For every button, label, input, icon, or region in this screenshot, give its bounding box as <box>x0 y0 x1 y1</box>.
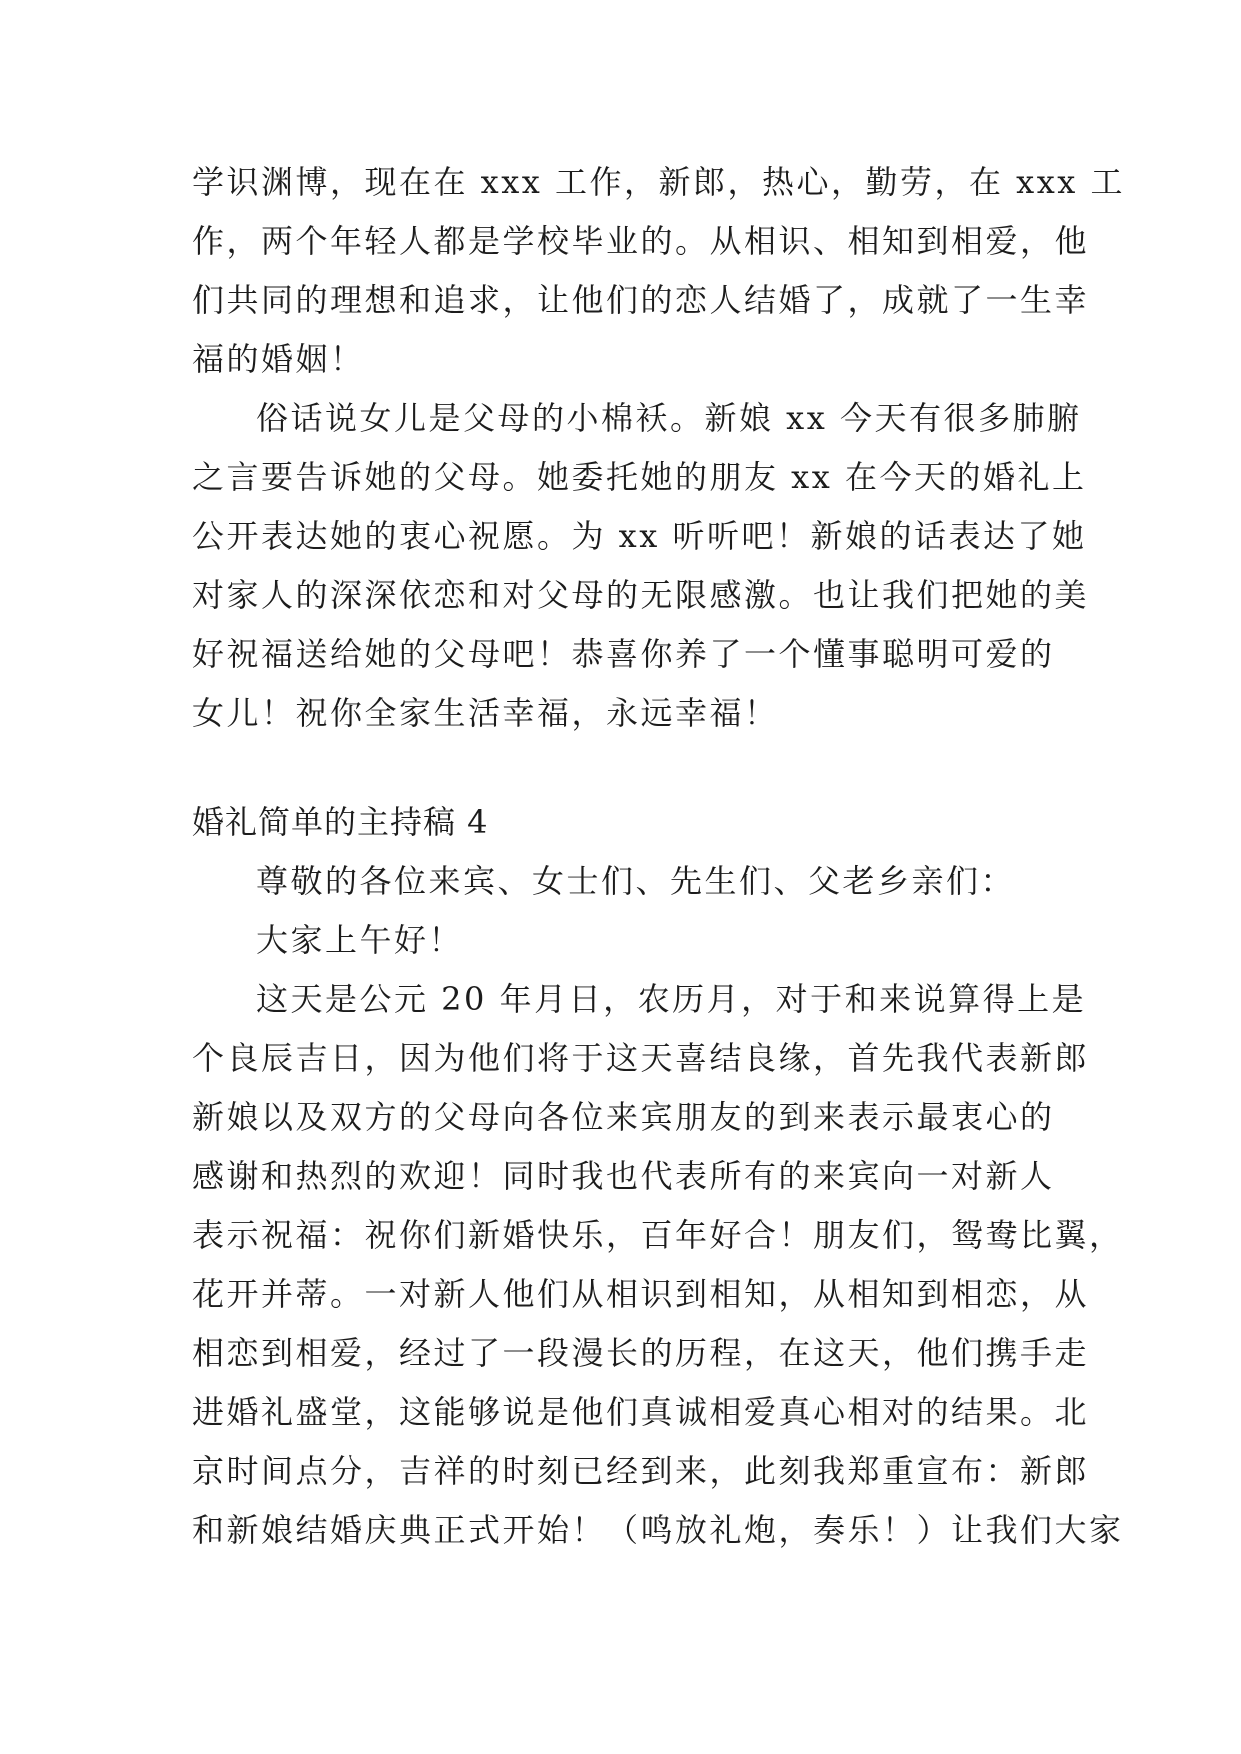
paragraph-3-line-4: 感谢和热烈的欢迎！同时我也代表所有的来宾向一对新人 <box>192 1157 1055 1195</box>
salutation: 尊敬的各位来宾、女士们、先生们、父老乡亲们： <box>256 862 1016 900</box>
paragraph-1-line-2: 作，两个年轻人都是学校毕业的。从相识、相知到相爱，他 <box>192 222 1090 260</box>
section-title: 婚礼简单的主持稿 4 <box>192 803 489 841</box>
paragraph-3-line-9: 京时间点分，吉祥的时刻已经到来，此刻我郑重宣布：新郎 <box>192 1452 1090 1490</box>
paragraph-3-line-1: 这天是公元 20 年月日，农历月，对于和来说算得上是 <box>256 980 1087 1018</box>
paragraph-2-line-3: 公开表达她的衷心祝愿。为 xx 听听吧！新娘的话表达了她 <box>192 517 1087 555</box>
paragraph-3-line-5: 表示祝福：祝你们新婚快乐，百年好合！朋友们，鸳鸯比翼， <box>192 1216 1124 1254</box>
paragraph-1-line-4: 福的婚姻！ <box>192 340 365 378</box>
greeting: 大家上午好！ <box>256 921 464 959</box>
paragraph-3-line-6: 花开并蒂。一对新人他们从相识到相知，从相知到相恋，从 <box>192 1275 1090 1313</box>
paragraph-3-line-10: 和新娘结婚庆典正式开始！（鸣放礼炮，奏乐！）让我们大家 <box>192 1511 1124 1549</box>
paragraph-3-line-3: 新娘以及双方的父母向各位来宾朋友的到来表示最衷心的 <box>192 1098 1055 1136</box>
document-body <box>192 153 1125 1560</box>
paragraph-3-line-7: 相恋到相爱，经过了一段漫长的历程，在这天，他们携手走 <box>192 1334 1090 1372</box>
paragraph-2-line-2: 之言要告诉她的父母。她委托她的朋友 xx 在今天的婚礼上 <box>192 458 1087 496</box>
paragraph-3-line-2: 个良辰吉日，因为他们将于这天喜结良缘，首先我代表新郎 <box>192 1039 1090 1077</box>
paragraph-2-line-4: 对家人的深深依恋和对父母的无限感激。也让我们把她的美 <box>192 576 1090 614</box>
paragraph-3-line-8: 进婚礼盛堂，这能够说是他们真诚相爱真心相对的结果。北 <box>192 1393 1090 1431</box>
section-spacer <box>192 743 1052 793</box>
paragraph-1-line-3: 们共同的理想和追求，让他们的恋人结婚了，成就了一生幸 <box>192 281 1090 319</box>
paragraph-2-line-5: 好祝福送给她的父母吧！恭喜你养了一个懂事聪明可爱的 <box>192 635 1055 673</box>
paragraph-1-line-1: 学识渊博，现在在 xxx 工作，新郎，热心，勤劳，在 xxx 工 <box>192 163 1125 201</box>
paragraph-2-line-6: 女儿！祝你全家生活幸福，永远幸福！ <box>192 694 779 732</box>
paragraph-2-line-1: 俗话说女儿是父母的小棉袄。新娘 xx 今天有很多肺腑 <box>256 399 1082 437</box>
